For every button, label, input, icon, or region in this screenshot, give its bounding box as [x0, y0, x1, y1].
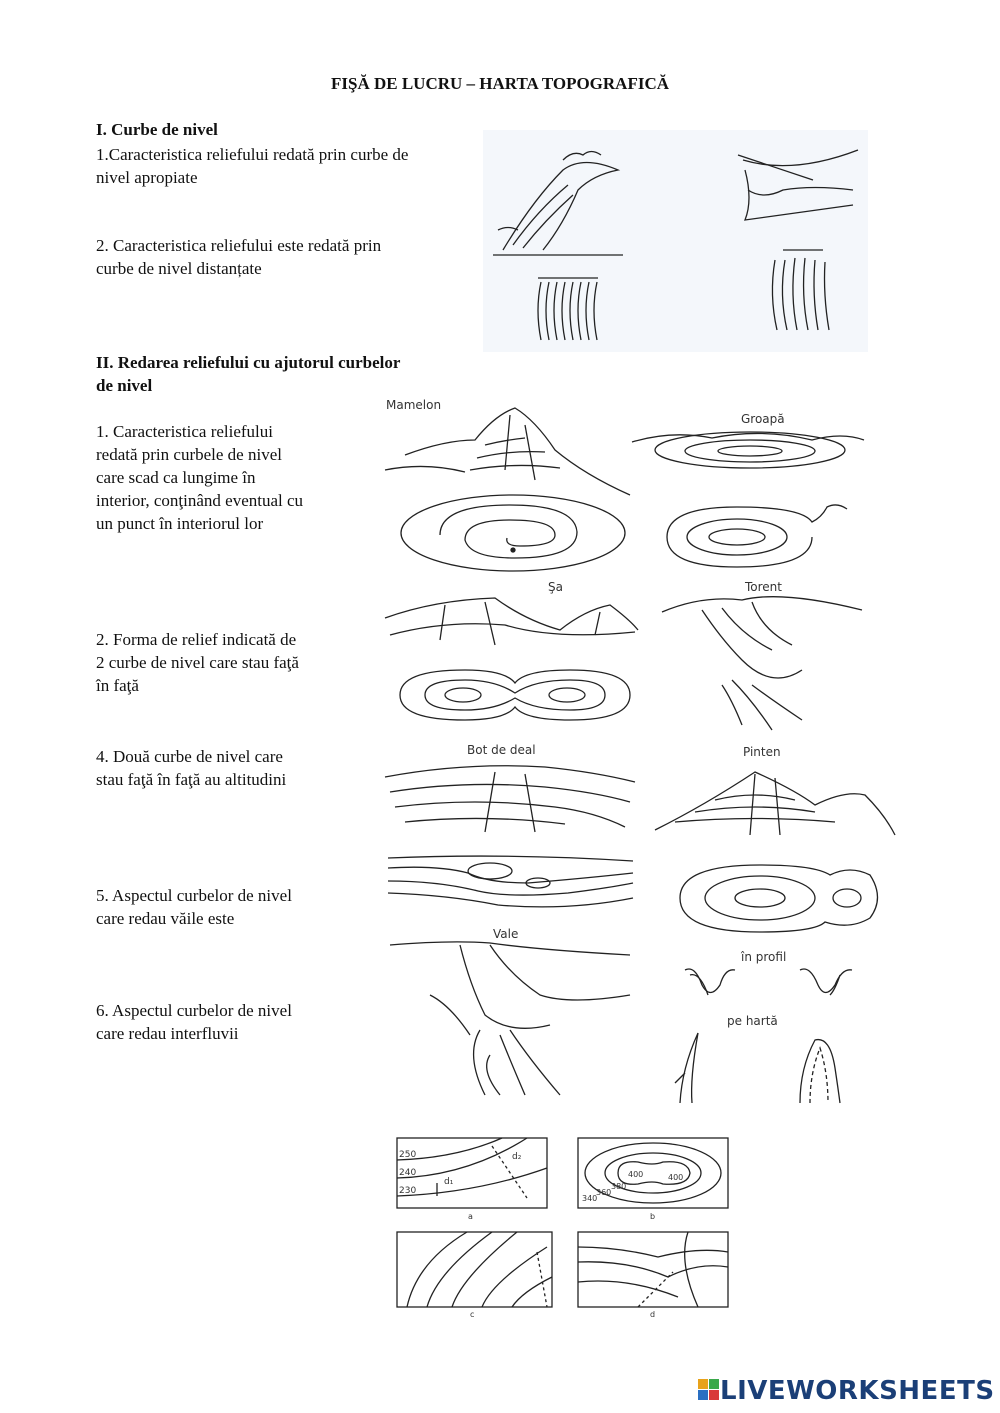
section1-q2 [96, 234, 381, 280]
section2-q1 [96, 420, 303, 535]
q2-line: în faţă [96, 676, 139, 695]
section2-heading-line: de nivel [96, 376, 153, 395]
label-pinten: Pinten [743, 745, 781, 759]
label-torent: Torent [745, 580, 782, 594]
q5-line: care redau văile este [96, 909, 235, 928]
pinten-sketch [655, 760, 900, 840]
section1-q2-line: 2. Caracteristica reliefului este redată prin [96, 236, 382, 255]
map-a-caption: a [468, 1212, 473, 1221]
section1-q1-line: nivel apropiate [96, 168, 198, 187]
groapa-contours [662, 497, 862, 577]
q6-line: care redau interfluvii [96, 1024, 239, 1043]
map-c-caption: c [470, 1310, 475, 1319]
q1-line: care scad ca lungime în [96, 468, 256, 487]
map-d-caption: d [650, 1310, 656, 1319]
map-a-d1: d₁ [444, 1177, 454, 1187]
q2-line: 2 curbe de nivel care stau faţă [96, 653, 299, 672]
q4-line: 4. Două curbe de nivel care [96, 747, 283, 766]
map-b-label-5: 340 [582, 1194, 598, 1203]
label-bot-de-deal: Bot de deal [467, 743, 536, 757]
section1-q2-line: curbe de nivel distanțate [96, 259, 262, 278]
label-in-profil: în profil [741, 950, 787, 964]
q1-line: 1. Caracteristica reliefului [96, 422, 273, 441]
map-a-d2: d₂ [512, 1152, 522, 1162]
torent-sketch [662, 590, 867, 740]
map-b-caption: b [650, 1212, 656, 1221]
section1-q1 [96, 143, 408, 189]
vale-sketch [390, 935, 640, 1105]
harta-sketch [670, 1028, 860, 1108]
map-a [397, 1138, 547, 1208]
label-vale: Vale [493, 927, 519, 941]
section2-heading-line: II. Redarea reliefului cu ajutorul curbelor [96, 353, 401, 372]
q2-line: 2. Forma de relief indicată de [96, 630, 297, 649]
liveworksheets-logo-icon [698, 1379, 720, 1401]
label-sa: Şa [548, 580, 563, 594]
sa-sketch [385, 590, 640, 660]
section2-q6 [96, 999, 292, 1045]
map-a-label-3: 230 [399, 1186, 417, 1196]
section1-heading: I. Curbe de nivel [96, 120, 218, 139]
section2-q2 [96, 628, 299, 697]
map-b-label-3: 380 [611, 1182, 627, 1191]
q1-line: un punct în interiorul lor [96, 514, 264, 533]
pinten-contours [675, 860, 885, 935]
page-title: FIŞĂ DE LUCRU – HARTA TOPOGRAFICĂ [330, 74, 670, 93]
section2-q5 [96, 884, 292, 930]
bot-de-deal-contours [388, 853, 638, 913]
label-mamelon: Mamelon [386, 398, 442, 412]
q4-line: stau faţă în faţă au altitudini [96, 770, 287, 789]
map-d [578, 1232, 728, 1307]
q6-line: 6. Aspectul curbelor de nivel [96, 1001, 292, 1020]
label-pe-harta: pe hartă [727, 1014, 778, 1028]
profil-sketch [680, 960, 860, 1005]
q1-line: interior, conţinând eventual cu [96, 491, 304, 510]
mamelon-sketch [385, 400, 640, 500]
map-b [578, 1138, 728, 1208]
map-c [397, 1232, 552, 1307]
label-groapa: Groapă [741, 412, 785, 426]
bot-de-deal-sketch [385, 752, 640, 837]
map-b-label-1: 400 [628, 1170, 644, 1179]
contour-spacing-figure [483, 130, 868, 352]
map-b-label-4: 360 [596, 1188, 612, 1197]
mamelon-contours [395, 490, 635, 580]
section1-q1-line: 1.Caracteristica reliefului redată prin curbe de [96, 145, 409, 164]
map-a-label-1: 250 [399, 1150, 417, 1160]
sa-contours [395, 665, 635, 725]
q1-line: redată prin curbele de nivel [96, 445, 282, 464]
map-b-label-2: 400 [668, 1173, 684, 1182]
section2-heading [96, 351, 400, 397]
map-a-label-2: 240 [399, 1168, 417, 1178]
groapa-sketch [632, 420, 867, 480]
q5-line: 5. Aspectul curbelor de nivel [96, 886, 292, 905]
brand-name[interactable]: LIVEWORKSHEETS [720, 1376, 995, 1406]
section2-q4 [96, 745, 286, 791]
